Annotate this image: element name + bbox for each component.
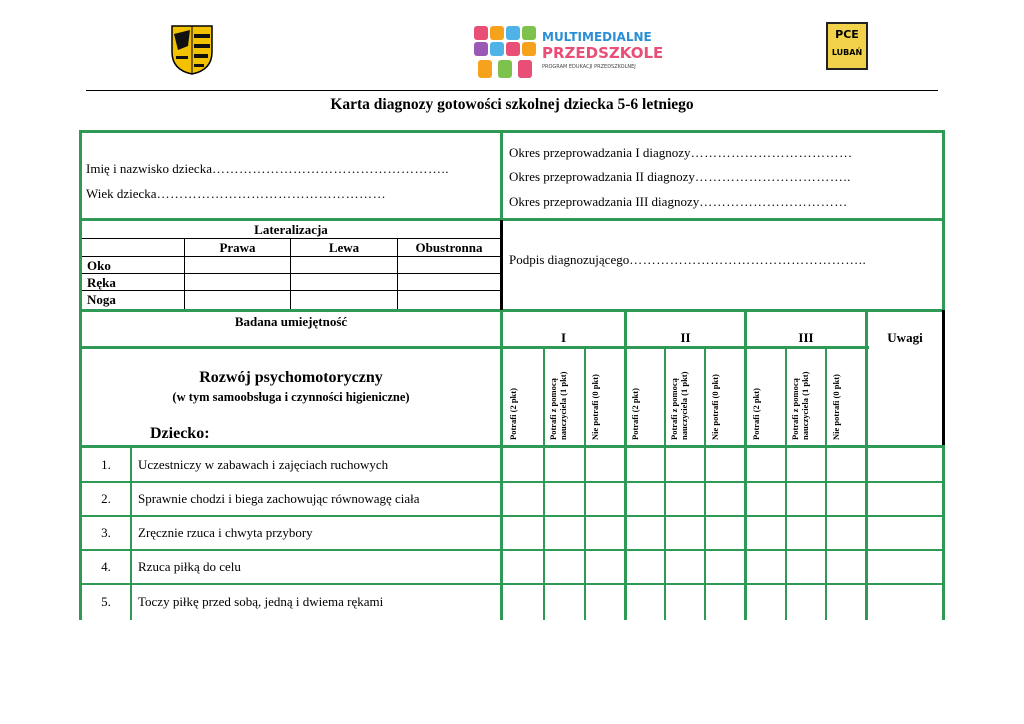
- multimedialne-przedszkole-logo: [472, 22, 664, 84]
- row-text: Rzuca piłką do celu: [138, 559, 241, 574]
- score-header-p3-can: Potrafi (2 pkt): [751, 388, 761, 440]
- score-header-p1-cannot: Nie potrafi (0 pkt): [590, 374, 600, 440]
- score-header-p2-help: Potrafi z pomocą nauczyciela (1 pkt): [669, 371, 689, 440]
- remarks-header: Uwagi: [887, 330, 923, 345]
- pce-luban-logo: PCE LUBAŃ: [826, 22, 868, 70]
- row-number: 5.: [101, 594, 111, 609]
- period-1-field: Okres przeprowadzania I diagnozy………………………………: [509, 145, 853, 160]
- score-header-p2-cannot: Nie potrafi (0 pkt): [710, 374, 720, 440]
- section-subtitle: (w tym samoobsługa i czynności higieniczne): [172, 390, 410, 404]
- signature-field: Podpis diagnozującego……………………………………………..: [509, 252, 867, 267]
- section-title: Rozwój psychomotoryczny: [199, 369, 383, 386]
- lat-row-leg: Noga: [87, 292, 116, 307]
- row-number: 2.: [101, 491, 111, 506]
- coat-of-arms-logo: [170, 24, 214, 76]
- row-number: 4.: [101, 559, 111, 574]
- laterality-title: Lateralizacja: [254, 222, 328, 237]
- score-header-p1-help: Potrafi z pomocą nauczyciela (1 pkt): [548, 371, 568, 440]
- row-text: Sprawnie chodzi i biega zachowując równowagę ciała: [138, 491, 420, 506]
- lat-col-left: Lewa: [328, 240, 360, 255]
- score-header-p3-help: Potrafi z pomocą nauczyciela (1 pkt): [790, 371, 810, 440]
- row-text: Zręcznie rzuca i chwyta przybory: [138, 525, 313, 540]
- period-header-3: III: [798, 330, 814, 345]
- row-text: Toczy piłkę przed sobą, jedną i dwiema rękami: [138, 594, 384, 609]
- period-2-field: Okres przeprowadzania II diagnozy……………………………..: [509, 169, 851, 184]
- score-header-p1-can: Potrafi (2 pkt): [508, 388, 518, 440]
- period-header-2: II: [680, 330, 691, 345]
- puzzle-icon: [472, 22, 538, 82]
- row-number: 1.: [101, 457, 111, 472]
- child-label: Dziecko:: [150, 425, 210, 442]
- brand-line1: MULTIMEDIALNE: [542, 30, 652, 44]
- header-rule: [86, 90, 938, 91]
- period-header-1: I: [560, 330, 567, 345]
- lat-col-both: Obustronna: [415, 240, 483, 255]
- row-text: Uczestniczy w zabawach i zajęciach ruchowych: [138, 457, 389, 472]
- score-header-p2-can: Potrafi (2 pkt): [630, 388, 640, 440]
- skill-header: Badana umiejętność: [234, 314, 348, 329]
- period-3-field: Okres przeprowadzania III diagnozy……………………………: [509, 194, 848, 209]
- score-header-p3-cannot: Nie potrafi (0 pkt): [831, 374, 841, 440]
- child-name-field: Imię i nazwisko dziecka……………………………………………..: [86, 161, 449, 176]
- brand-line2: PRZEDSZKOLE: [542, 44, 664, 62]
- page-title: Karta diagnozy gotowości szkolnej dziecka 5-6 letniego: [330, 96, 694, 113]
- child-age-field: Wiek dziecka……………………………………………: [86, 186, 387, 201]
- row-number: 3.: [101, 525, 111, 540]
- lat-row-eye: Oko: [87, 258, 111, 273]
- lat-row-hand: Ręka: [87, 275, 116, 290]
- brand-sub: PROGRAM EDUKACJI PRZEDSZKOLNEJ: [542, 64, 636, 70]
- lat-col-right: Prawa: [219, 240, 256, 255]
